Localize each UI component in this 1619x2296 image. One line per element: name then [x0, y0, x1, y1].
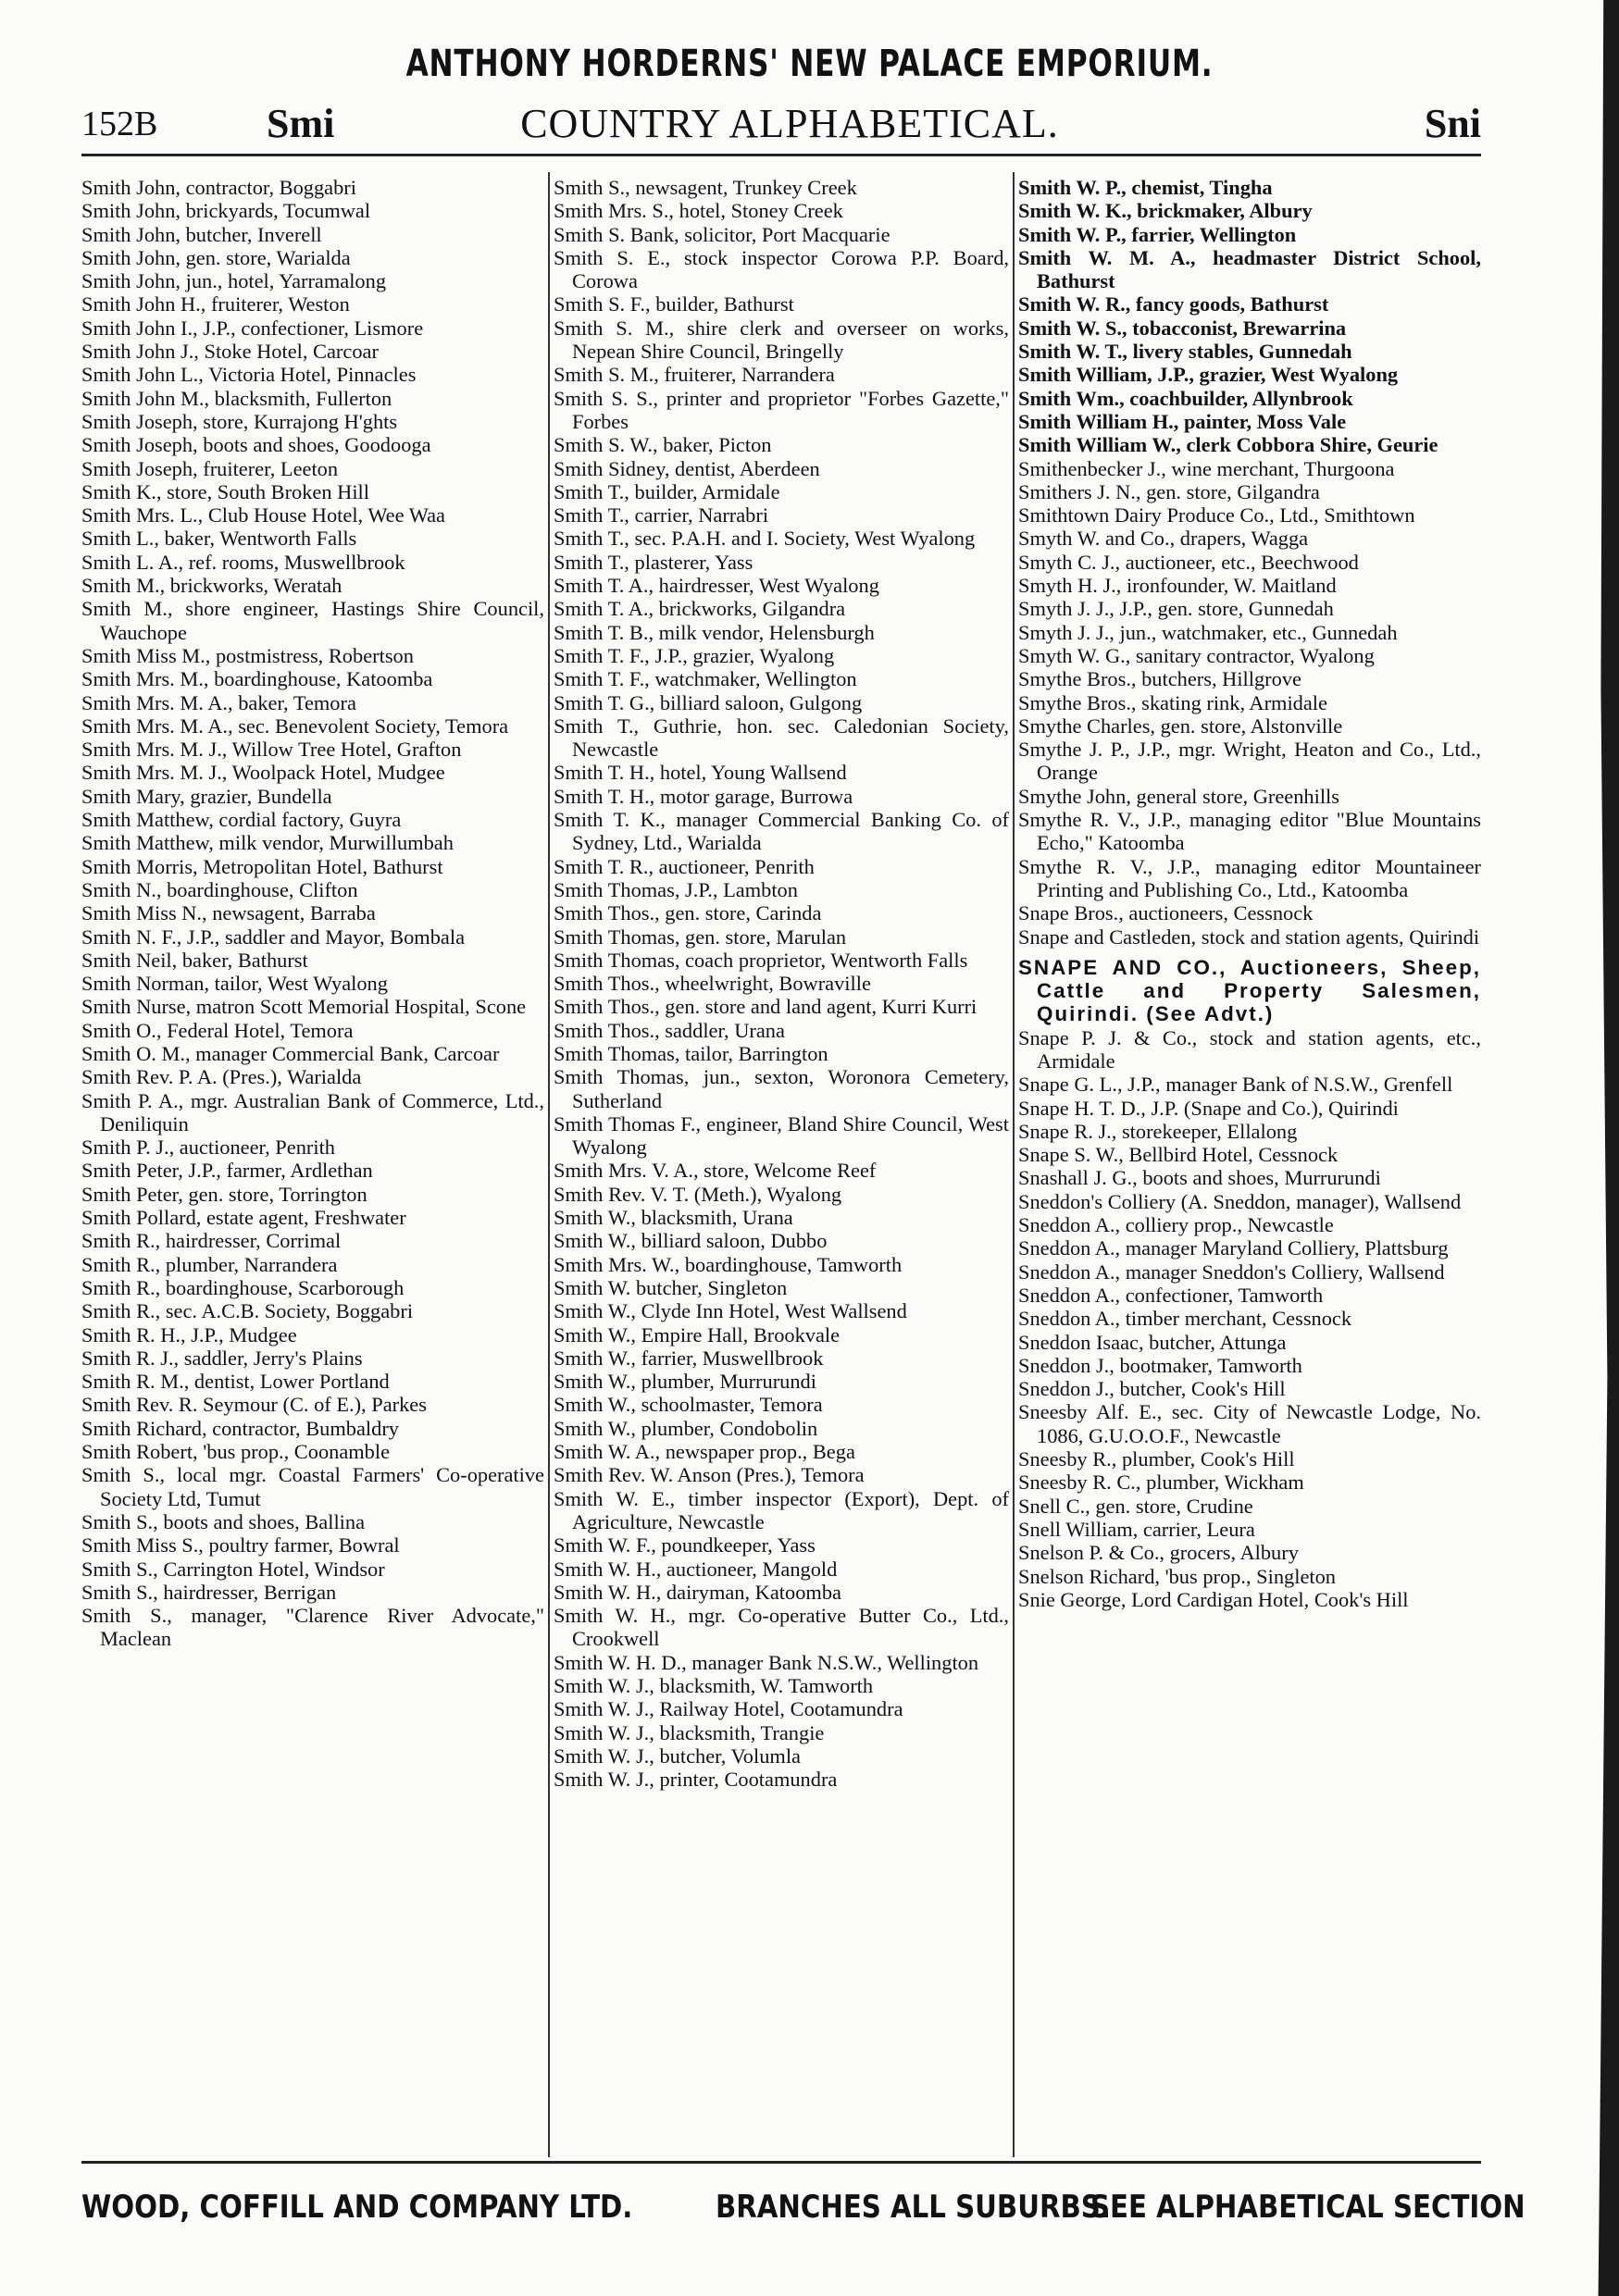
- directory-entry: Sneddon A., colliery prop., Newcastle: [1018, 1213, 1334, 1237]
- directory-entry: Smith John I., J.P., confectioner, Lismore: [81, 316, 424, 340]
- column-divider-2: [1013, 172, 1015, 2157]
- directory-entry: Smith S., Carrington Hotel, Windsor: [81, 1557, 385, 1581]
- directory-entry: Snape Bros., auctioneers, Cessnock: [1018, 901, 1314, 925]
- footer-company: WOOD, COFFILL AND COMPANY LTD.: [81, 2189, 633, 2226]
- directory-entry: Smith Thomas, J.P., Lambton: [554, 877, 798, 901]
- directory-entry: Smithtown Dairy Produce Co., Ltd., Smithtown: [1018, 503, 1415, 527]
- directory-entry: Smith W., schoolmaster, Temora: [554, 1393, 823, 1417]
- directory-entry: Snape S. W., Bellbird Hotel, Cessnock: [1018, 1143, 1339, 1167]
- directory-entry: Smith Thomas, jun., sexton, Woronora Cemetery, Sutherland: [554, 1065, 1009, 1112]
- directory-entry: Smith T., plasterer, Yass: [554, 550, 753, 574]
- directory-entry: Smith S., boots and shoes, Ballina: [81, 1509, 366, 1533]
- directory-entry: Smith Thomas F., engineer, Bland Shire Council, West Wyalong: [554, 1111, 1009, 1160]
- directory-entry: Smith Sidney, dentist, Aberdeen: [554, 456, 820, 480]
- directory-entry: Smith W. R., fancy goods, Bathurst: [1018, 292, 1329, 316]
- directory-entry: Smith William, J.P., grazier, West Wyalong: [1018, 363, 1399, 387]
- directory-entry: Smith John, contractor, Boggabri: [81, 176, 356, 199]
- directory-entry: Sneesby Alf. E., sec. City of Newcastle Lodge, No. 1086, G.U.O.O.F., Newcastle: [1018, 1400, 1481, 1447]
- page-edge-shadow: [1593, 0, 1619, 2296]
- directory-entry: Sneddon A., manager Sneddon's Colliery, Wallsend: [1018, 1260, 1445, 1284]
- footer-rule: [81, 2161, 1481, 2164]
- directory-entry: Sneesby R. C., plumber, Wickham: [1018, 1471, 1304, 1495]
- directory-entry: Smith Rev. V. T. (Meth.), Wyalong: [554, 1182, 842, 1206]
- directory-entry: Smith W. H. D., manager Bank N.S.W., Wellington: [554, 1650, 979, 1674]
- directory-entry: Smythe J. P., J.P., mgr. Wright, Heaton and Co., Ltd., Orange: [1018, 738, 1481, 785]
- directory-entry: Sneddon J., bootmaker, Tamworth: [1018, 1353, 1302, 1377]
- directory-column-3: [1018, 176, 1481, 1611]
- directory-entry: Smith S. M., shire clerk and overseer on works, Nepean Shire Council, Bringelly: [554, 316, 1009, 364]
- directory-entry: Smith T. R., auctioneer, Penrith: [554, 854, 815, 878]
- directory-entry: Smith Norman, tailor, West Wyalong: [81, 972, 388, 996]
- directory-entry: Smith W. T., livery stables, Gunnedah: [1018, 340, 1352, 364]
- directory-entry: Sneddon Isaac, butcher, Attunga: [1018, 1330, 1287, 1354]
- directory-entry: Smith W. P., chemist, Tingha: [1018, 176, 1273, 199]
- publisher-banner: ANTHONY HORDERNS' NEW PALACE EMPORIUM.: [405, 43, 1214, 85]
- directory-entry: Smith John, brickyards, Tocumwal: [81, 199, 371, 223]
- directory-entry: Smith Mrs. L., Club House Hotel, Wee Waa: [81, 503, 445, 527]
- directory-entry: Smith Thos., gen. store and land agent, Kurri Kurri: [554, 995, 978, 1019]
- directory-entry: Snelson P. & Co., grocers, Albury: [1018, 1541, 1299, 1565]
- directory-entry: Smith W. F., poundkeeper, Yass: [554, 1533, 816, 1558]
- directory-entry: Smith John H., fruiterer, Weston: [81, 292, 350, 316]
- directory-column-1: [81, 176, 544, 1651]
- directory-entry: Smith John M., blacksmith, Fullerton: [81, 386, 392, 410]
- directory-entry: Smith Robert, 'bus prop., Coonamble: [81, 1440, 391, 1464]
- directory-entry: Smith Joseph, fruiterer, Leeton: [81, 456, 339, 480]
- directory-entry: Smith W. E., timber inspector (Export), Dept. of Agriculture, Newcastle: [554, 1486, 1009, 1533]
- directory-entry: Smith Matthew, milk vendor, Murwillumbah: [81, 831, 454, 855]
- directory-entry: Smith Thos., wheelwright, Bowraville: [554, 972, 871, 996]
- directory-entry: Smith Miss M., postmistress, Robertson: [81, 643, 414, 667]
- directory-entry: Smith Peter, J.P., farmer, Ardlethan: [81, 1159, 373, 1183]
- directory-entry: Smith L., baker, Wentworth Falls: [81, 527, 357, 551]
- directory-entry: Smith W. P., farrier, Wellington: [1018, 222, 1297, 246]
- directory-entry: Smith R. J., saddler, Jerry's Plains: [81, 1346, 363, 1370]
- directory-entry: Smith S., manager, "Clarence River Advocate," Maclean: [81, 1604, 544, 1651]
- directory-entry: Sneddon J., butcher, Cook's Hill: [1018, 1377, 1286, 1401]
- directory-entry: Smith W. M. A., headmaster District School, Bathurst: [1018, 245, 1481, 293]
- directory-entry: Smith Mrs. M., boardinghouse, Katoomba: [81, 667, 433, 691]
- directory-entry: Smith T., sec. P.A.H. and I. Society, West Wyalong: [554, 527, 976, 551]
- directory-entry: Snape G. L., J.P., manager Bank of N.S.W., Grenfell: [1018, 1073, 1453, 1097]
- directory-entry: Smith Rev. R. Seymour (C. of E.), Parkes: [81, 1393, 427, 1417]
- directory-entry: Smith S. Bank, solicitor, Port Macquarie: [554, 222, 890, 246]
- directory-entry: Smith T. K., manager Commercial Banking Co. of Sydney, Ltd., Warialda: [554, 808, 1009, 855]
- directory-entry: Smith Wm., coachbuilder, Allynbrook: [1018, 386, 1353, 410]
- directory-entry: Smithenbecker J., wine merchant, Thurgoona: [1018, 456, 1395, 480]
- directory-entry: Smith Mary, grazier, Bundella: [81, 784, 332, 808]
- directory-entry: Smith T. A., hairdresser, West Wyalong: [554, 574, 879, 598]
- directory-entry: Sneesby R., plumber, Cook's Hill: [1018, 1447, 1295, 1471]
- directory-entry: Smith W. H., dairyman, Katoomba: [554, 1580, 841, 1604]
- directory-entry: Smith William W., clerk Cobbora Shire, Geurie: [1018, 433, 1438, 457]
- directory-entry: Smith W. H., mgr. Co-operative Butter Co., Ltd., Crookwell: [554, 1604, 1009, 1651]
- directory-entry: Smith Thomas, tailor, Barrington: [554, 1041, 828, 1065]
- left-guide-word: Smi: [267, 101, 335, 146]
- directory-entry: Smith Mrs. W., boardinghouse, Tamworth: [554, 1252, 903, 1276]
- directory-entry: Smith W. J., blacksmith, W. Tamworth: [554, 1674, 874, 1697]
- directory-entry: Smith Joseph, store, Kurrajong H'ghts: [81, 409, 398, 433]
- directory-entry: Smith W. J., Railway Hotel, Cootamundra: [554, 1697, 903, 1721]
- column-divider-1: [548, 172, 550, 2157]
- header-rule: [81, 154, 1481, 156]
- directory-entry: Smith S. S., printer and proprietor "Forbes Gazette," Forbes: [554, 386, 1009, 433]
- directory-entry: Smith T., Guthrie, hon. sec. Caledonian Society, Newcastle: [554, 714, 1009, 762]
- directory-entry: Smith W. K., brickmaker, Albury: [1018, 199, 1313, 223]
- directory-entry: Smythe R. V., J.P., managing editor "Blue Mountains Echo," Katoomba: [1018, 808, 1481, 855]
- directory-entry: Smith W. butcher, Singleton: [554, 1275, 788, 1299]
- directory-entry: Smith Thomas, coach proprietor, Wentworth Falls: [554, 948, 968, 972]
- directory-entry: Smith Thomas, gen. store, Marulan: [554, 925, 847, 949]
- directory-entry: Smith R. H., J.P., Mudgee: [81, 1322, 297, 1347]
- directory-entry: Snashall J. G., boots and shoes, Murrurundi: [1018, 1166, 1381, 1190]
- directory-entry: Smith L. A., ref. rooms, Muswellbrook: [81, 550, 405, 574]
- directory-entry: Smith W., farrier, Muswellbrook: [554, 1346, 824, 1370]
- directory-entry: Smith S. M., fruiterer, Narrandera: [554, 363, 835, 387]
- directory-entry: Smith M., brickworks, Weratah: [81, 574, 342, 598]
- directory-entry: Smith S. W., baker, Picton: [554, 433, 772, 457]
- directory-entry: Smith W., plumber, Condobolin: [554, 1416, 818, 1440]
- directory-entry: Smyth J. J., jun., watchmaker, etc., Gunnedah: [1018, 620, 1398, 644]
- directory-entry: Snape P. J. & Co., stock and station agents, etc., Armidale: [1018, 1025, 1481, 1073]
- directory-entry: Smith Neil, baker, Bathurst: [81, 948, 308, 972]
- directory-entry: Snelson Richard, 'bus prop., Singleton: [1018, 1564, 1336, 1588]
- directory-entry: Smith Rev. P. A. (Pres.), Warialda: [81, 1065, 362, 1089]
- footer-see-section: SEE ALPHABETICAL SECTION: [1090, 2189, 1526, 2226]
- directory-entry: Smith Miss S., poultry farmer, Bowral: [81, 1533, 400, 1558]
- directory-entry: Smith T. F., J.P., grazier, Wyalong: [554, 643, 835, 667]
- directory-column-2: [554, 176, 1009, 1791]
- directory-entry: Smith W. H., auctioneer, Mangold: [554, 1557, 838, 1581]
- directory-entry: SNAPE AND CO., Auctioneers, Sheep, Cattle and Property Salesmen, Quirindi. (See Advt.): [1018, 955, 1481, 1026]
- directory-entry: Smith W., Clyde Inn Hotel, West Wallsend: [554, 1299, 907, 1323]
- directory-entry: Smith Pollard, estate agent, Freshwater: [81, 1206, 406, 1230]
- directory-entry: Smyth J. J., J.P., gen. store, Gunnedah: [1018, 597, 1334, 621]
- directory-entry: Smith R., sec. A.C.B. Society, Boggabri: [81, 1299, 414, 1323]
- directory-entry: Smith John, jun., hotel, Yarramalong: [81, 269, 387, 293]
- directory-entry: Sneddon A., confectioner, Tamworth: [1018, 1283, 1324, 1307]
- directory-entry: Smith T. A., brickworks, Gilgandra: [554, 597, 846, 621]
- directory-entry: Smith O., Federal Hotel, Temora: [81, 1018, 354, 1042]
- directory-entry: Snape and Castleden, stock and station agents, Quirindi: [1018, 925, 1480, 949]
- running-header: [81, 100, 1481, 155]
- directory-entry: Smith W. J., printer, Cootamundra: [554, 1768, 838, 1792]
- directory-entry: Sneddon's Colliery (A. Sneddon, manager), Wallsend: [1018, 1189, 1462, 1213]
- directory-entry: Smith S., hairdresser, Berrigan: [81, 1580, 337, 1604]
- directory-entry: Smyth W. and Co., drapers, Wagga: [1018, 527, 1309, 551]
- directory-entry: Sneddon A., manager Maryland Colliery, Plattsburg: [1018, 1236, 1449, 1260]
- directory-entry: Smith Mrs. S., hotel, Stoney Creek: [554, 199, 843, 223]
- directory-entry: Smith K., store, South Broken Hill: [81, 479, 369, 503]
- directory-entry: Smith W. S., tobacconist, Brewarrina: [1018, 316, 1347, 340]
- directory-entry: Smith S. E., stock inspector Corowa P.P. Board, Corowa: [554, 245, 1009, 293]
- directory-entry: Smith N., boardinghouse, Clifton: [81, 877, 358, 901]
- directory-entry: Snie George, Lord Cardigan Hotel, Cook's Hill: [1018, 1587, 1409, 1611]
- directory-entry: Smithers J. N., gen. store, Gilgandra: [1018, 479, 1320, 503]
- directory-entry: Sneddon A., timber merchant, Cessnock: [1018, 1307, 1352, 1331]
- directory-entry: Smith N. F., J.P., saddler and Mayor, Bombala: [81, 925, 466, 949]
- directory-entry: Smith William H., painter, Moss Vale: [1018, 409, 1347, 433]
- directory-entry: Smith Mrs. M. J., Woolpack Hotel, Mudgee: [81, 761, 445, 785]
- directory-entry: Smith Joseph, boots and shoes, Goodooga: [81, 433, 431, 457]
- directory-entry: Snell C., gen. store, Crudine: [1018, 1494, 1253, 1518]
- directory-entry: Smith Thos., gen. store, Carinda: [554, 901, 822, 925]
- directory-entry: Smith W., Empire Hall, Brookvale: [554, 1322, 841, 1347]
- directory-entry: Smith R., boardinghouse, Scarborough: [81, 1275, 405, 1299]
- directory-entry: Smith John, gen. store, Warialda: [81, 245, 351, 269]
- directory-entry: Smith R. M., dentist, Lower Portland: [81, 1370, 390, 1394]
- directory-entry: Smith T. G., billiard saloon, Gulgong: [554, 690, 863, 714]
- directory-entry: Smith Mrs. M. J., Willow Tree Hotel, Grafton: [81, 738, 462, 762]
- directory-entry: Snape R. J., storekeeper, Ellalong: [1018, 1119, 1298, 1143]
- directory-entry: Smith Matthew, cordial factory, Guyra: [81, 808, 402, 832]
- directory-entry: Smith T. H., hotel, Young Wallsend: [554, 761, 847, 785]
- directory-entry: Smith M., shore engineer, Hastings Shire Council, Wauchope: [81, 597, 544, 644]
- directory-entry: Smith R., hairdresser, Corrimal: [81, 1229, 342, 1253]
- directory-entry: Smythe Bros., butchers, Hillgrove: [1018, 667, 1301, 691]
- directory-entry: Smythe John, general store, Greenhills: [1018, 784, 1339, 808]
- directory-entry: Smith W. J., butcher, Volumla: [554, 1744, 801, 1768]
- directory-entry: Smith Mrs. M. A., sec. Benevolent Society, Temora: [81, 714, 509, 738]
- directory-entry: Smythe R. V., J.P., managing editor Mountaineer Printing and Publishing Co., Ltd., Katoomba: [1018, 854, 1481, 901]
- directory-entry: Smyth C. J., auctioneer, etc., Beechwood: [1018, 550, 1359, 574]
- directory-entry: Smith John L., Victoria Hotel, Pinnacles: [81, 363, 417, 387]
- directory-entry: Smith S. F., builder, Bathurst: [554, 292, 794, 316]
- directory-entry: Smith T. F., watchmaker, Wellington: [554, 667, 857, 691]
- directory-entry: Smith T. H., motor garage, Burrowa: [554, 784, 853, 808]
- directory-entry: Smith W. A., newspaper prop., Bega: [554, 1440, 855, 1464]
- directory-entry: Smith W., plumber, Murrurundi: [554, 1370, 816, 1394]
- directory-entry: Smythe Charles, gen. store, Alstonville: [1018, 714, 1343, 738]
- directory-entry: Smith Thos., saddler, Urana: [554, 1018, 785, 1042]
- section-title: COUNTRY ALPHABETICAL.: [520, 101, 1059, 146]
- directory-entry: Snape H. T. D., J.P. (Snape and Co.), Quirindi: [1018, 1096, 1399, 1120]
- directory-entry: Smith Nurse, matron Scott Memorial Hospital, Scone: [81, 995, 527, 1019]
- directory-entry: Smith Richard, contractor, Bumbaldry: [81, 1416, 399, 1440]
- footer-branches: BRANCHES ALL SUBURBS.: [716, 2189, 1111, 2226]
- page-number: 152B: [81, 105, 158, 143]
- directory-entry: Smith O. M., manager Commercial Bank, Carcoar: [81, 1041, 500, 1065]
- directory-entry: Smith T., carrier, Narrabri: [554, 503, 769, 527]
- right-guide-word: Sni: [1424, 101, 1481, 146]
- directory-entry: Smith John J., Stoke Hotel, Carcoar: [81, 340, 379, 364]
- directory-entry: Smith W. J., blacksmith, Trangie: [554, 1720, 825, 1744]
- directory-entry: Smyth H. J., ironfounder, W. Maitland: [1018, 574, 1337, 598]
- directory-entry: Smith Miss N., newsagent, Barraba: [81, 901, 376, 925]
- footer-advert: [81, 2189, 1526, 2233]
- directory-entry: Smith John, butcher, Inverell: [81, 222, 322, 246]
- directory-entry: Smith Rev. W. Anson (Pres.), Temora: [554, 1463, 865, 1487]
- directory-entry: Snell William, carrier, Leura: [1018, 1517, 1255, 1541]
- directory-entry: Smith P. J., auctioneer, Penrith: [81, 1136, 335, 1160]
- directory-entry: Smythe Bros., skating rink, Armidale: [1018, 690, 1327, 714]
- directory-entry: Smith Mrs. V. A., store, Welcome Reef: [554, 1159, 877, 1183]
- directory-entry: Smith P. A., mgr. Australian Bank of Commerce, Ltd., Deniliquin: [81, 1088, 544, 1136]
- directory-entry: Smith R., plumber, Narrandera: [81, 1252, 338, 1276]
- directory-entry: Smith W., billiard saloon, Dubbo: [554, 1229, 828, 1253]
- directory-entry: Smith Mrs. M. A., baker, Temora: [81, 690, 356, 714]
- directory-entry: Smith Peter, gen. store, Torrington: [81, 1182, 367, 1206]
- directory-entry: Smith S., newsagent, Trunkey Creek: [554, 176, 857, 199]
- directory-entry: Smyth W. G., sanitary contractor, Wyalong: [1018, 643, 1375, 667]
- directory-entry: Smith S., local mgr. Coastal Farmers' Co-operative Society Ltd, Tumut: [81, 1463, 544, 1510]
- directory-entry: Smith T. B., milk vendor, Helensburgh: [554, 620, 875, 644]
- directory-entry: Smith W., blacksmith, Urana: [554, 1206, 793, 1230]
- directory-entry: Smith Morris, Metropolitan Hotel, Bathurst: [81, 854, 443, 878]
- directory-entry: Smith T., builder, Armidale: [554, 479, 780, 503]
